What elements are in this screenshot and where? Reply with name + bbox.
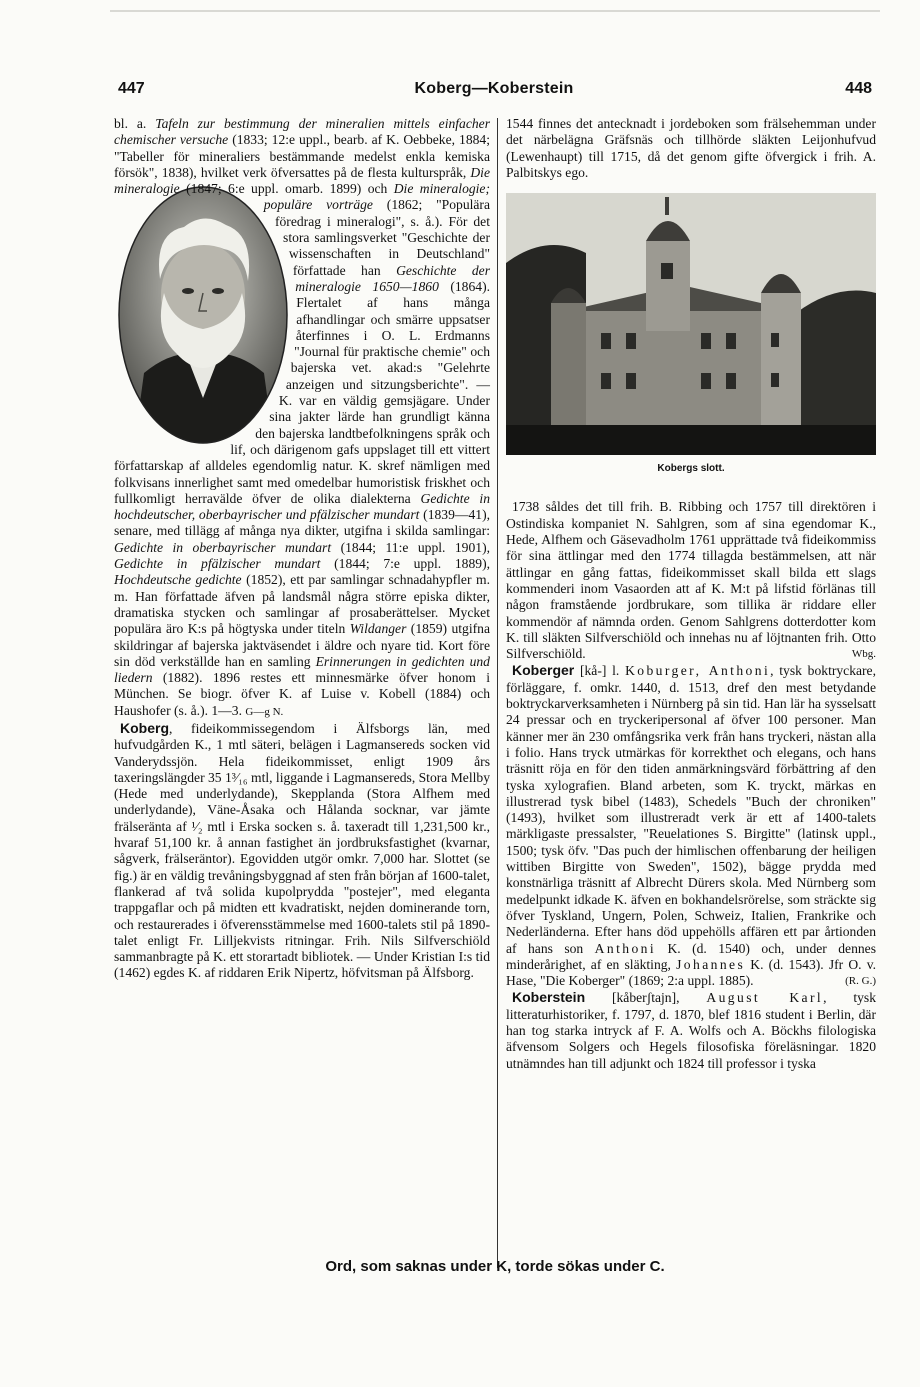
headword-koberger: Koberger [512, 662, 575, 679]
page-header [114, 80, 874, 106]
photo-caption: Kobergs slott. [657, 463, 725, 475]
headword-koberstein: Koberstein [512, 989, 586, 1006]
koberg-history: 1738 såldes det till frih. B. Ribbing och 1757 till direktören i Ostindiska kompaniet N. Sahlgren, som af sina egendomar K., Hede, Alfhem och Gäsevadholm 1761 upprättade två fideikommiss för sina ättlingar med den 1774 tillagda bestämmelsen, att när ättlingar en gång fattas, fideikommisset skall bilda ett slags kommenderi inom Vasaorden att af K. M:t på lifstid förlänas till någon framstående jordbrukare, som tillika är riddare eller kommendör af nämnda orden. Genom Sahlgrens dotterdotter kom K. till släkten Silfverschiöld och innehas nu af löjtnanten frih. Otto Silfverschiöld. Wbg. [506, 499, 876, 662]
signature: (R. G.) [845, 975, 876, 988]
castle-photo [506, 193, 876, 455]
left-column [114, 116, 490, 982]
column-divider [497, 118, 498, 1268]
koberstein-entry: Koberstein [kåberʃtajn], August Karl, tysk litteraturhistoriker, f. 1797, d. 1870, blef 1816 student i Berlin, där han tog starka intryck af F. A. Wolfs och A. Böckhs filologiska äfvensom Solgers och Hegels filosofiska föreläsningar. 1820 utnämndes han till adjunkt och 1824 till professor i tyska [506, 989, 876, 1071]
koberger-entry: Koberger [kå-] l. Koburger, Anthoni, tysk boktryckare, förläggare, f. omkr. 1440, d. 1513, dref den mest betydande boktryckarverksamheten i Nürnberg på sin tid. Han lär ha sysselsatt 24 pressar och en tryckeripersonal af öfver 100 personer. Man känner mer än 230 omfångsrika verk från hans tryckeri, nästan alla i folio. Hans tryck utmärkas för korrekthet och elegans, och hans träsnitt röja en för den tiden anmärkningsvärd förbättring af den tyska xylografien. Bland arbeten, som K. tryckt, märkas en illustrerad tysk bibel (1483), Schedels "Buch der chroniken" (1493), hvilket som illustreradt verk är ett af 1400-talets märkligaste pressalster, "Reuelationes S. Birgitte" (latinsk uppl., 1500; tysk öfv. "Das puch der himlischen offenbarung der heiligen wittiben Birgitte von Sweden", 1502), bägge prydda med konstnärliga träsnitt af Albrecht Dürers skola. Med Nürnberg som medelpunkt idkade K. äfven en bokhandelsrörelse, som sträckte sig öfver Tyskland, Ungern, Polen, Schweiz, Italien, Frankrike och Nederländerna. Efter hans död uppehölls affären ett par årtionden af hans son Anthoni K. (d. 1540) och, under dennes minderårighet, af en släkting, Johannes K. (d. 1543). Jfr O. v. Hase, "Die Koberger" (1869; 2:a uppl. 1885). (R. G.) [506, 662, 877, 989]
page-number-right: 448 [845, 80, 872, 97]
signature: Wbg. [851, 648, 876, 661]
koberg-entry: Koberg, fideikommissegendom i Älfsborgs län, med hufvudgården K., 1 mtl säteri, belägen i Lagmansereds socken vid Vanderydssjön. Hela fideikommisset, enligt 1909 års taxeringslängder 35 1³⁄₁₆ mtl, liggande i Lagmansereds, Stora Mellby (Hede med underlydande), Skepplanda (Stora Alfhem med underlydande), Väne-Åsaka och Hålanda socknar, var jämte frälseränta af ¹⁄₂ mtl i Erska socken s. å. taxeradt till 1,231,500 kr., hvaraf 51,100 kr. å annan fastighet än jordbruksfastighet (kvarnar, sågverk, frälseräntor). Egovidden utgör omkr. 7,000 har. Slottet (se fig.) är en väldig trevåningsbyggnad af sten från början af 1600-talet, flankerad af två solida kupolprydda "postejer", med eleganta trappgaflar och på midten ett kvadratiskt, nejden dominerande torn, och restaurerades i öfverensstämmelse med 1600-talets stil på 1890-talet enligt Fr. Lilljekvists ritningar. Frih. Nils Silfverschiöld sammanbragte på K. ett storartadt bibliotek. — Under Kristian I:s tid (1462) egdes K. af riddaren Erik Nipertz, höfvitsman på Älfsborg. [114, 719, 490, 981]
kobell-entry-continued: bl. a. Tafeln zur bestimmung der mineralien mittels einfacher chemischer versuche (1833; 12:e uppl., bearb. af K. Oebbeke, 1884; "Tabeller för mineraliers bestämmande medelst enkla kemiska försök", 1838), hvilket verk öfversattes på de flesta kulturspråk, Die mineralogie (1847; 6:e uppl. omarb. 1899) och Die mineralogie; populäre vorträge (1862; "Populära föredrag i mineralogi", s. å.). För det stora samlingsverket "Geschichte der wissenschaften in Deutschland" författade han Geschichte der mineralogie 1650—1860 (1864). Flertalet af hans många afhandlingar och smärre uppsatser återfinnes i O. L. Erdmanns "Journal für praktische chemie" och bajerska vet. akad:s "Gelehrte anzeigen und sitzungsberichte". — K. var en väldig gemsjägare. Under sina jakter lärde han grundligt känna den bajerska landtbefolkningens språk och lif, och därigenom gafs uppslaget till ett vittert författarskap af alldeles egendomlig natur. K. skref nämligen med folkvisans innerlighet samt med omedelbar humoristisk friskhet och fullkomligt herravälde öfver de olika dialekterna Gedichte in hochdeutscher, oberbayrischer und pfälzischer mundart (1839—41), senare, med tillägg af många nya dikter, utgifna i skilda samlingar: Gedichte in oberbayrischer mundart (1844; 11:e uppl. 1901), Gedichte in pfälzischer mundart (1844; 7:e uppl. 1889), Hochdeutsche gedichte (1852), ett par samlingar schnadahypfler m. m. Han författade äfven på landsmål några större episka dikter, dramatiska stycken och samlingar af prosaberättelser. Mycket populära äro K:s på högtyska under titeln Wildanger (1859) utgifna skildringar af bajerska jaktväsendet i äldre och nyare tid. Kort före sin död verkställde han en samling Erinnerungen in gedichten und liedern (1882). 1896 restes ett minnesmärke öfver honom i München. Se biogr. öfver K. af Luise v. Kobell (1884) och Haushofer (s. å.). 1—3. G—g N. [114, 116, 490, 718]
portrait-engraving [114, 183, 292, 447]
headword-koberg: Koberg [120, 719, 169, 736]
running-title: Koberg—Koberstein [414, 80, 574, 97]
signature: G—g N. [245, 705, 284, 718]
right-column [506, 116, 876, 1072]
koberg-entry-continued: 1544 finnes det antecknadt i jordeboken som frälsehemman under det närbelägna Gräfsnäs och tillhörde släkten Leijonhufvud (Lewenhaupt) till 1715, då det genom gifte öfvergick i frih. A. Palbitskys ego. [506, 116, 876, 180]
page-footer-note: Ord, som saknas under K, torde sökas under C. [325, 1258, 665, 1275]
page-number-left: 447 [118, 80, 145, 97]
top-edge-line [110, 10, 880, 12]
